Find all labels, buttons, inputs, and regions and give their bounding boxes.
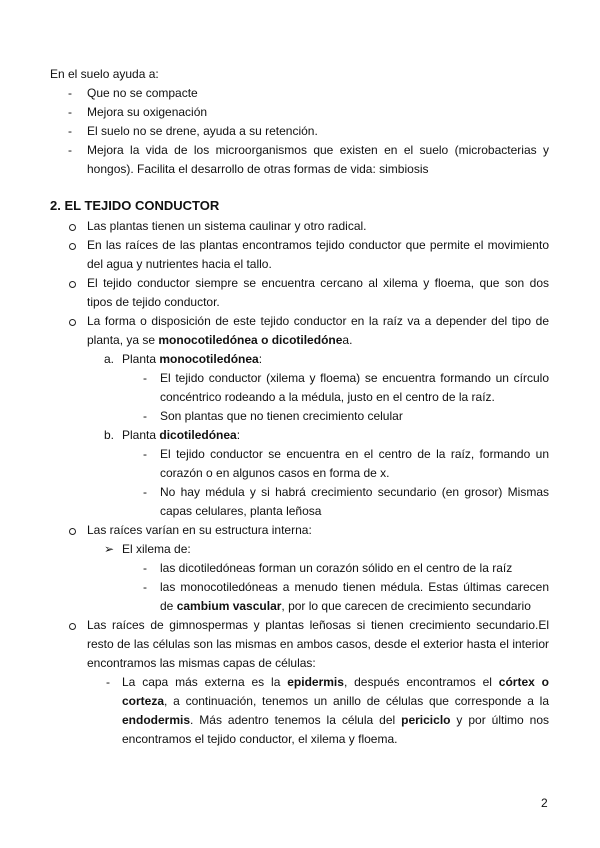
dash-marker: - [68, 105, 72, 119]
bullet-text: Las raíces de gimnospermas y plantas leñosas si tienen crecimiento secundario.El [87, 618, 549, 632]
dash-marker: - [106, 675, 110, 689]
sub-item: No hay médula y si habrá crecimiento secundario (en grosor) Mismas [160, 485, 549, 499]
arrow-bullet-icon: ➢ [104, 542, 115, 556]
section-title: 2. EL TEJIDO CONDUCTOR [50, 198, 220, 213]
circle-bullet-icon [69, 528, 76, 535]
sub-item: las dicotiledóneas forman un corazón sólido en el centro de la raíz [160, 561, 513, 575]
text-run: Planta [122, 352, 160, 366]
bold-term: monocotiledónea [159, 352, 259, 366]
circle-bullet-icon [69, 319, 76, 326]
text-run: : [258, 352, 263, 366]
bullet-text: El tejido conductor siempre se encuentra cercano al xilema y floema, que son dos [87, 276, 549, 290]
sub-item-continued: corazón o en algunos casos en forma de x. [160, 466, 390, 480]
dash-marker: - [143, 485, 147, 499]
sub-item-continued [160, 599, 531, 613]
bold-term: corteza [122, 694, 165, 708]
bullet-text-continued: tipos de tejido conductor. [87, 295, 220, 309]
bold-term: córtex o [498, 675, 550, 689]
list-letter: b. [104, 428, 115, 442]
text-run: , por lo que carecen de crecimiento secundario [281, 599, 531, 613]
dash-marker: - [143, 409, 147, 423]
circle-bullet-icon [69, 623, 76, 630]
text-run: Planta [122, 428, 160, 442]
list-letter: a. [104, 352, 115, 366]
intro-item: Mejora la vida de los microorganismos que existen en el suelo (microbacterias y [87, 143, 549, 157]
bold-term: dicotiledónea [159, 428, 237, 442]
bold-term: endodermis [122, 713, 191, 727]
bullet-text: Las plantas tienen un sistema caulinar y otro radical. [87, 219, 367, 233]
sub-item: Son plantas que no tienen crecimiento celular [160, 409, 403, 423]
dash-marker: - [143, 447, 147, 461]
intro-lead: En el suelo ayuda a: [50, 67, 159, 81]
sub-item-continued: concéntrico rodeando a la médula, justo en el centro de la raíz. [160, 390, 495, 404]
circle-bullet-icon [69, 243, 76, 250]
dash-marker: - [68, 124, 72, 138]
sublist-heading [122, 352, 262, 366]
text-run: , a continuación, tenemos un anillo de células que corresponde a la [164, 694, 549, 708]
circle-bullet-icon [69, 281, 76, 288]
dash-marker: - [68, 86, 72, 100]
intro-item: Que no se compacte [87, 86, 198, 100]
bold-term: periciclo [401, 713, 451, 727]
page-number: 2 [541, 796, 548, 810]
text-run: de [160, 599, 177, 613]
sub-item-continued [122, 694, 549, 708]
bold-term: monocotiledónea o dicotiledóne [158, 333, 343, 347]
text-run: : [236, 428, 241, 442]
text-run: . Más adentro tenemos la célula del [190, 713, 402, 727]
bold-term: epidermis [287, 675, 344, 689]
text-run: La capa más externa es la [122, 675, 288, 689]
bullet-text-continued: encontramos las mismas capas de células: [87, 656, 316, 670]
intro-item: El suelo no se drene, ayuda a su retención. [87, 124, 318, 138]
bullet-text: Las raíces varían en su estructura interna: [87, 523, 312, 537]
sub-item: El tejido conductor se encuentra en el centro de la raíz, formando un [160, 447, 549, 461]
bullet-text-continued: del agua y nutrientes hacia el tallo. [87, 257, 272, 271]
intro-item: Mejora su oxigenación [87, 105, 208, 119]
text-run: planta, ya se [87, 333, 159, 347]
bullet-text-continued [87, 333, 352, 347]
bold-term: cambium vascular [176, 599, 282, 613]
sub-item [122, 675, 549, 689]
sub-item: El tejido conductor (xilema y floema) se encuentra formando un círculo [160, 371, 549, 385]
dash-marker: - [143, 580, 147, 594]
sub-item-continued: encontramos el tejido conductor, el xilema y floema. [122, 732, 398, 746]
sub-item-continued: capas celulares, planta leñosa [160, 504, 322, 518]
sublist-heading [122, 428, 240, 442]
dash-marker: - [68, 143, 72, 157]
bullet-text: En las raíces de las plantas encontramos tejido conductor que permite el movimiento [87, 238, 549, 252]
sub-item: las monocotiledóneas a menudo tienen médula. Estas últimas carecen [160, 580, 549, 594]
sub-heading: El xilema de: [122, 542, 191, 556]
text-run: y por último nos [450, 713, 549, 727]
dash-marker: - [143, 561, 147, 575]
circle-bullet-icon [69, 224, 76, 231]
text-run: a. [342, 333, 353, 347]
bullet-text: La forma o disposición de este tejido conductor en la raíz va a depender del tipo de [87, 314, 549, 328]
sub-item-continued [122, 713, 549, 727]
bullet-text-continued: resto de las células son las mismas en ambos casos, desde el exterior hasta el interior [87, 637, 549, 651]
dash-marker: - [143, 371, 147, 385]
intro-item-continued: hongos). Facilita el desarrollo de otras formas de vida: simbiosis [87, 162, 429, 176]
text-run: , después encontramos el [343, 675, 499, 689]
